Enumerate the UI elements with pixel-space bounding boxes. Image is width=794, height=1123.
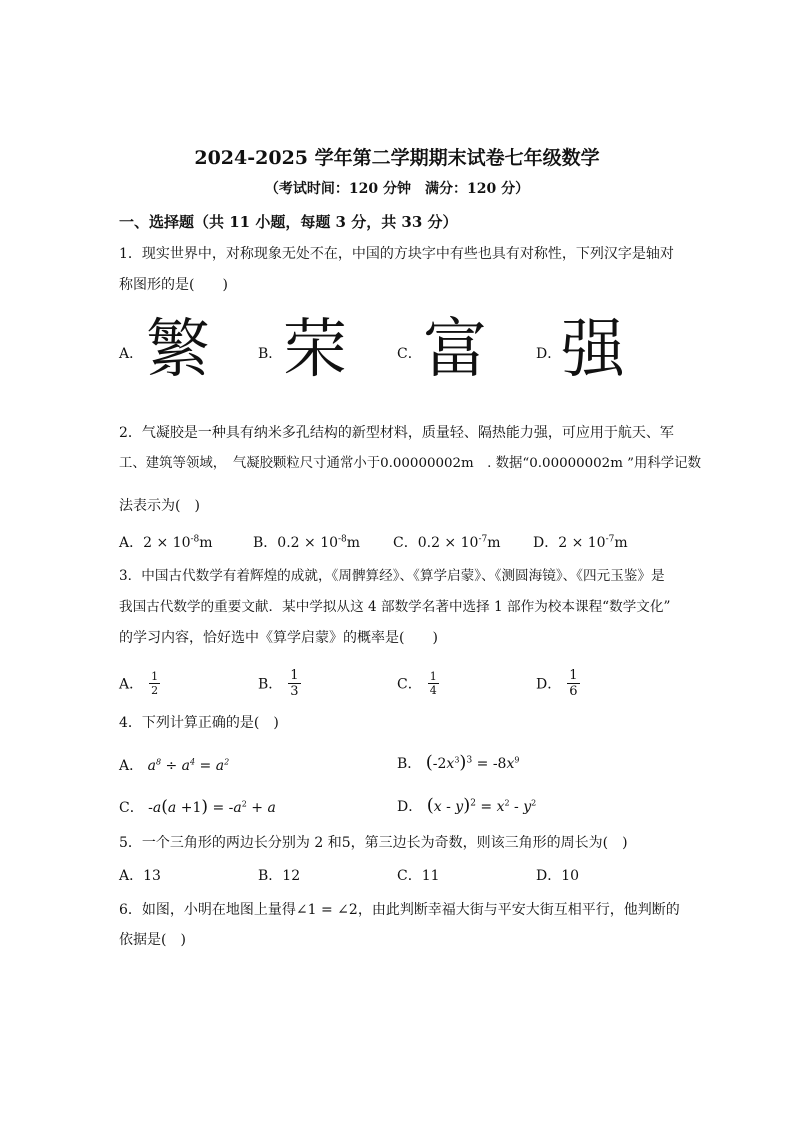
q5-option-c-label: C． xyxy=(397,868,422,884)
question-3-line-3: 的学习内容，恰好选中《算学启蒙》的概率是( ) xyxy=(119,630,438,646)
q4-option-c-label: C． xyxy=(119,800,144,816)
question-6-line-1: 6．如图，小明在地图上量得∠1 = ∠2，由此判断幸福大街与平安大街互相平行，他判断的 xyxy=(119,902,680,918)
q2-option-c-label: C． xyxy=(393,535,418,551)
q2-option-c-exp: -7 xyxy=(478,534,488,545)
q3-option-d xyxy=(536,668,580,699)
q3-option-a-numerator: 1 xyxy=(151,670,159,683)
question-3-line-2: 我国古代数学的重要文献．某中学拟从这 4 部数学名著中选择 1 部作为校本课程“数学文化” xyxy=(119,599,671,615)
q3-option-d-label: D． xyxy=(536,676,562,693)
q3-option-d-denominator: 6 xyxy=(569,684,578,699)
q1-option-b-char: 荣 xyxy=(283,313,347,387)
q1-option-d-char: 强 xyxy=(561,313,625,387)
q2-option-a-unit: m xyxy=(199,535,213,551)
q4-option-b-label: B． xyxy=(397,756,422,772)
q5-option-d xyxy=(536,865,579,885)
question-1-line-2: 称图形的是( ) xyxy=(119,277,228,293)
q4-option-d-label: D． xyxy=(397,799,423,815)
q3-option-c xyxy=(397,670,439,697)
q1-option-d-label: D． xyxy=(536,346,562,362)
q4-option-b-formula: $(-2x^3)^3 = -8x^9$ xyxy=(425,752,520,773)
q3-option-c-fraction xyxy=(428,670,439,697)
q3-option-d-fraction xyxy=(567,668,579,699)
q2-option-b-coef: 0.2 × 10 xyxy=(277,535,339,551)
question-3-line-1: 3．中国古代数学有着辉煌的成就，《周髀算经》、《算学启蒙》、《测圆海镜》、《四元玉鉴》是 xyxy=(119,568,665,584)
q4-option-a xyxy=(119,755,229,775)
q2-option-b xyxy=(253,532,360,552)
page-title: 2024-2025 学年第二学期期末试卷七年级数学 xyxy=(194,147,600,169)
q2-option-b-label: B． xyxy=(253,535,278,551)
q2-option-a-label: A． xyxy=(119,535,144,551)
q2-option-d-label: D． xyxy=(533,535,559,551)
q2-option-c-unit: m xyxy=(487,535,501,551)
section-heading: 一、选择题（共 11 小题，每题 3 分，共 33 分） xyxy=(119,213,458,231)
q4-option-d xyxy=(397,795,536,816)
q3-option-b xyxy=(258,668,301,699)
q2-option-c xyxy=(393,532,501,552)
q3-option-d-numerator: 1 xyxy=(569,668,578,683)
q3-option-b-numerator: 1 xyxy=(290,668,299,683)
exam-info: （考试时间：120 分钟 满分：120 分） xyxy=(264,181,530,197)
q2-option-b-unit: m xyxy=(346,535,361,551)
q2-option-a-exp: -8 xyxy=(190,534,200,545)
q2-option-c-coef: 0.2 × 10 xyxy=(417,535,479,551)
q5-option-a xyxy=(119,865,161,885)
q4-option-a-formula: $a^8 \div a^4 = a^2$ xyxy=(147,757,230,774)
q2-option-d-exp: -7 xyxy=(605,534,615,545)
q3-option-a-denominator: 2 xyxy=(151,684,159,697)
q5-option-b-value: 12 xyxy=(282,868,301,884)
q3-option-b-fraction xyxy=(288,668,300,699)
q4-option-c-formula: $-a(a +1) = -a^2 + a$ xyxy=(148,797,276,817)
q4-option-c xyxy=(119,797,276,817)
q3-option-a-fraction xyxy=(149,670,160,697)
question-2-line-1: 2．气凝胶是一种具有纳米多孔结构的新型材料，质量轻、隔热能力强，可应用于航天、军 xyxy=(119,425,674,441)
q1-option-b-label: B． xyxy=(258,346,283,362)
q3-option-b-label: B． xyxy=(258,676,283,693)
q3-option-c-denominator: 4 xyxy=(429,684,437,697)
q3-option-c-numerator: 1 xyxy=(429,670,437,683)
q4-option-b xyxy=(397,752,519,773)
q5-option-b xyxy=(258,865,300,885)
question-2-line-3: 法表示为( ) xyxy=(119,498,200,514)
q5-option-c xyxy=(397,865,440,885)
question-5-stem: 5．一个三角形的两边长分别为 2 和5，第三边长为奇数，则该三角形的周长为( ) xyxy=(119,835,628,851)
q3-option-b-denominator: 3 xyxy=(290,684,299,699)
q1-option-c-label: C． xyxy=(397,346,422,362)
question-6-line-2: 依据是( ) xyxy=(119,932,186,948)
q1-option-a-label: A． xyxy=(119,346,144,362)
q2-option-b-exp: -8 xyxy=(338,534,347,545)
q2-option-d xyxy=(533,532,628,552)
q2-option-a xyxy=(119,532,213,552)
q3-option-a xyxy=(119,670,160,697)
q1-option-c-char: 富 xyxy=(423,313,487,387)
q5-option-d-value: 10 xyxy=(561,868,580,884)
q4-option-a-label: A． xyxy=(119,758,144,774)
q5-option-d-label: D． xyxy=(536,868,562,884)
q5-option-c-value: 11 xyxy=(421,868,440,884)
q2-option-d-coef: 2 × 10 xyxy=(558,535,606,551)
question-1-line-1: 1．现实世界中，对称现象无处不在，中国的方块字中有些也具有对称性，下列汉字是轴对 xyxy=(119,246,674,262)
question-4-stem: 4．下列计算正确的是( ) xyxy=(119,715,279,731)
q3-option-a-label: A． xyxy=(119,676,144,693)
q2-option-d-unit: m xyxy=(614,535,628,551)
q1-option-a-char: 繁 xyxy=(146,313,210,387)
q4-option-d-formula: $(x - y)^2 = x^2 - y^2$ xyxy=(426,795,537,816)
q2-option-a-coef: 2 × 10 xyxy=(143,535,191,551)
question-2-line-2: 工、建筑等领域， 气凝胶颗粒尺寸通常小于0.00000002m . 数据“0.00000002m ”用科学记数 xyxy=(119,456,701,471)
q5-option-b-label: B． xyxy=(258,868,283,884)
q5-option-a-value: 13 xyxy=(143,868,161,884)
q3-option-c-label: C． xyxy=(397,676,422,693)
q5-option-a-label: A． xyxy=(119,868,144,884)
